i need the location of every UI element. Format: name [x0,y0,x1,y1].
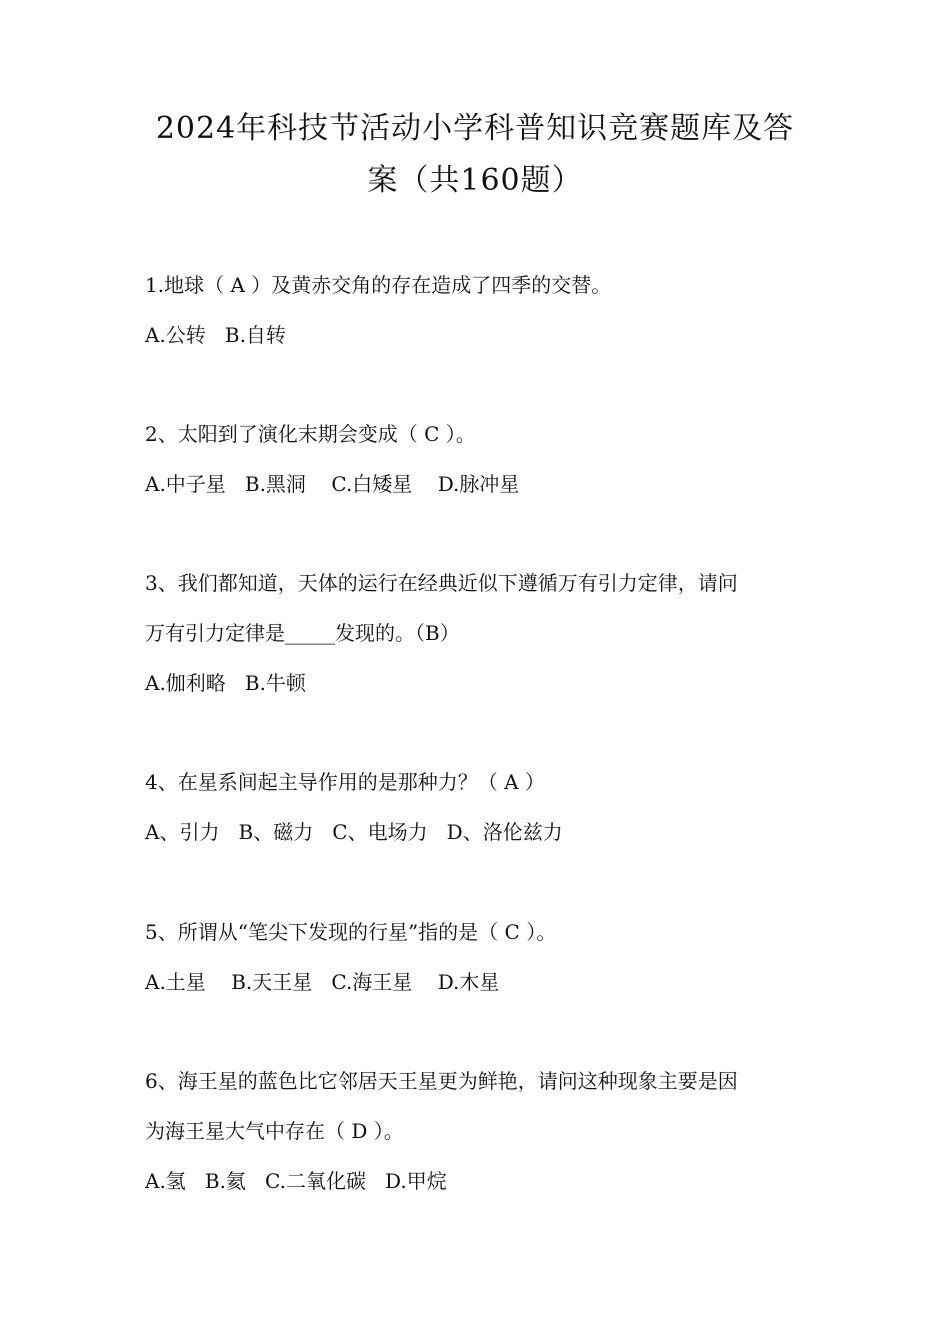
question-6-text-line-2: 为海王星大气中存在（ D ）。 [145,1119,404,1143]
question-4-text: 4、在星系间起主导作用的是那种力？（ A ） [145,770,545,794]
question-6-options: A.氢 B.氦 C.二氧化碳 D.甲烷 [145,1169,447,1193]
question-3-text-line-1: 3、我们都知道，天体的运行在经典近似下遵循万有引力定律，请问 [145,571,738,595]
question-1-text: 1.地球（ A ）及黄赤交角的存在造成了四季的交替。 [145,273,612,297]
question-3-options: A.伽利略 B.牛顿 [145,671,306,695]
question-3-text-line-2: 万有引力定律是_____发现的。（B） [145,621,460,645]
question-5-text: 5、所谓从“笔尖下发现的行星”指的是（ C ）。 [145,920,557,944]
question-2-options: A.中子星 B.黑洞 C.白矮星 D.脉冲星 [145,472,520,496]
question-2-text: 2、太阳到了演化末期会变成（ C ）。 [145,422,476,446]
document-title-line-1: 2024年科技节活动小学科普知识竞赛题库及答 [155,111,795,146]
document-title-line-2: 案（共160题） [367,163,583,198]
question-4-options: A、引力 B、磁力 C、电场力 D、洛伦兹力 [145,820,563,844]
question-6-text-line-1: 6、海王星的蓝色比它邻居天王星更为鲜艳，请问这种现象主要是因 [145,1069,738,1093]
question-5-options: A.土星 B.天王星 C.海王星 D.木星 [145,970,500,994]
question-1-options: A.公转 B.自转 [145,323,286,347]
